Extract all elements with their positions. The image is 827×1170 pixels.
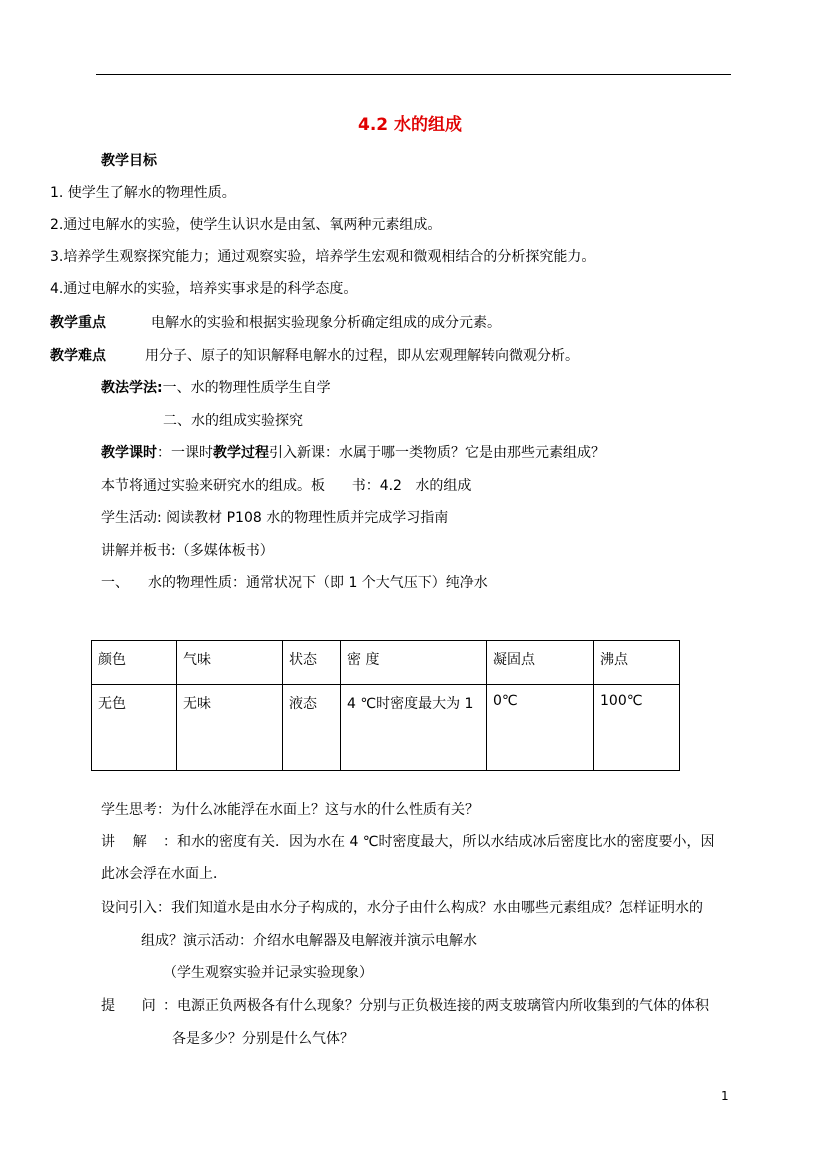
key-point-text: 电解水的实验和根据实验现象分析确定组成的成分元素。: [151, 315, 501, 331]
table-row: [92, 685, 680, 771]
ask-line-1: ：电源正负两极各有什么现象？分别与正负极连接的两支玻璃管内所收集到的气体的体积: [163, 998, 709, 1014]
lesson-line: [101, 442, 605, 462]
key-point-label: 教学重点: [50, 315, 106, 331]
body-line-2: 学生活动: 阅读教材 P108 水的物理性质并完成学习指南: [101, 510, 449, 526]
objective-item-3: 3.培养学生观察探究能力；通过观察实验，培养学生宏观和微观相结合的分析探究能力。: [50, 249, 596, 265]
table-cell: 0℃: [487, 685, 594, 771]
table-header-row: [92, 641, 680, 685]
process-label: 教学过程: [213, 445, 269, 461]
hours-text: ：一课时: [157, 445, 213, 461]
explain-label: 讲 解: [101, 834, 147, 850]
table-header-cell: 气味: [177, 641, 283, 685]
header-rule: [96, 74, 731, 75]
body-line-4-number: 一、: [101, 575, 129, 591]
methods-item-1: 一、水的物理性质学生自学: [162, 380, 331, 396]
table-cell: 无味: [177, 685, 283, 771]
body-line-4-text: 水的物理性质：通常状况下（即 1 个大气压下）纯净水: [148, 575, 488, 591]
table-cell: 100℃: [594, 685, 680, 771]
process-text: 引入新课：水属于哪一类物质？它是由那些元素组成？: [269, 445, 605, 461]
student-think: 学生思考：为什么冰能浮在水面上？这与水的什么性质有关？: [101, 802, 479, 818]
methods-label: 教法学法:: [101, 380, 163, 396]
water-properties-table: [91, 640, 680, 771]
page-title: 4.2 水的组成: [358, 115, 463, 135]
table-header-cell: 颜色: [92, 641, 177, 685]
intro-line-1: 设问引入：我们知道水是由水分子构成的，水分子由什么构成？水由哪些元素组成？怎样证明水的: [101, 900, 703, 916]
explain-line-2: 此冰会浮在水面上．: [101, 866, 227, 882]
objective-item-4: 4.通过电解水的实验，培养实事求是的科学态度。: [50, 281, 358, 297]
intro-line-2: 组成？演示活动：介绍水电解器及电解液并演示电解水: [141, 933, 477, 949]
objective-item-1: 1. 使学生了解水的物理性质。: [50, 185, 236, 201]
table-header-cell: 密 度: [341, 641, 487, 685]
objective-item-2: 2.通过电解水的实验，使学生认识水是由氢、氧两种元素组成。: [50, 217, 442, 233]
body-line-3: 讲解并板书:（多媒体板书）: [101, 543, 274, 559]
table-cell: 液态: [283, 685, 341, 771]
objectives-heading: 教学目标: [101, 153, 157, 169]
methods-line-1: [101, 377, 331, 397]
table-cell: 无色: [92, 685, 177, 771]
difficulty-text: 用分子、原子的知识解释电解水的过程，即从宏观理解转向微观分析。: [145, 348, 579, 364]
body-line-1: 本节将通过实验来研究水的组成。板 书：4.2 水的组成: [101, 478, 472, 494]
difficulty-label: 教学难点: [50, 348, 106, 364]
table-cell: 4 ℃时密度最大为 1: [341, 685, 487, 771]
observe-line: （学生观察实验并记录实验现象）: [163, 965, 373, 981]
table-header-cell: 沸点: [594, 641, 680, 685]
table-header-cell: 凝固点: [487, 641, 594, 685]
ask-label: 提 问: [101, 998, 156, 1014]
ask-line-2: 各是多少？分别是什么气体？: [172, 1031, 354, 1047]
explain-line-1: ：和水的密度有关．因为水在 4 ℃时密度最大，所以水结成冰后密度比水的密度要小，因: [163, 834, 715, 850]
table-header-cell: 状态: [283, 641, 341, 685]
page-number: 1: [721, 1089, 729, 1103]
methods-item-2: 二、水的组成实验探究: [163, 413, 303, 429]
hours-label: 教学课时: [101, 445, 157, 461]
